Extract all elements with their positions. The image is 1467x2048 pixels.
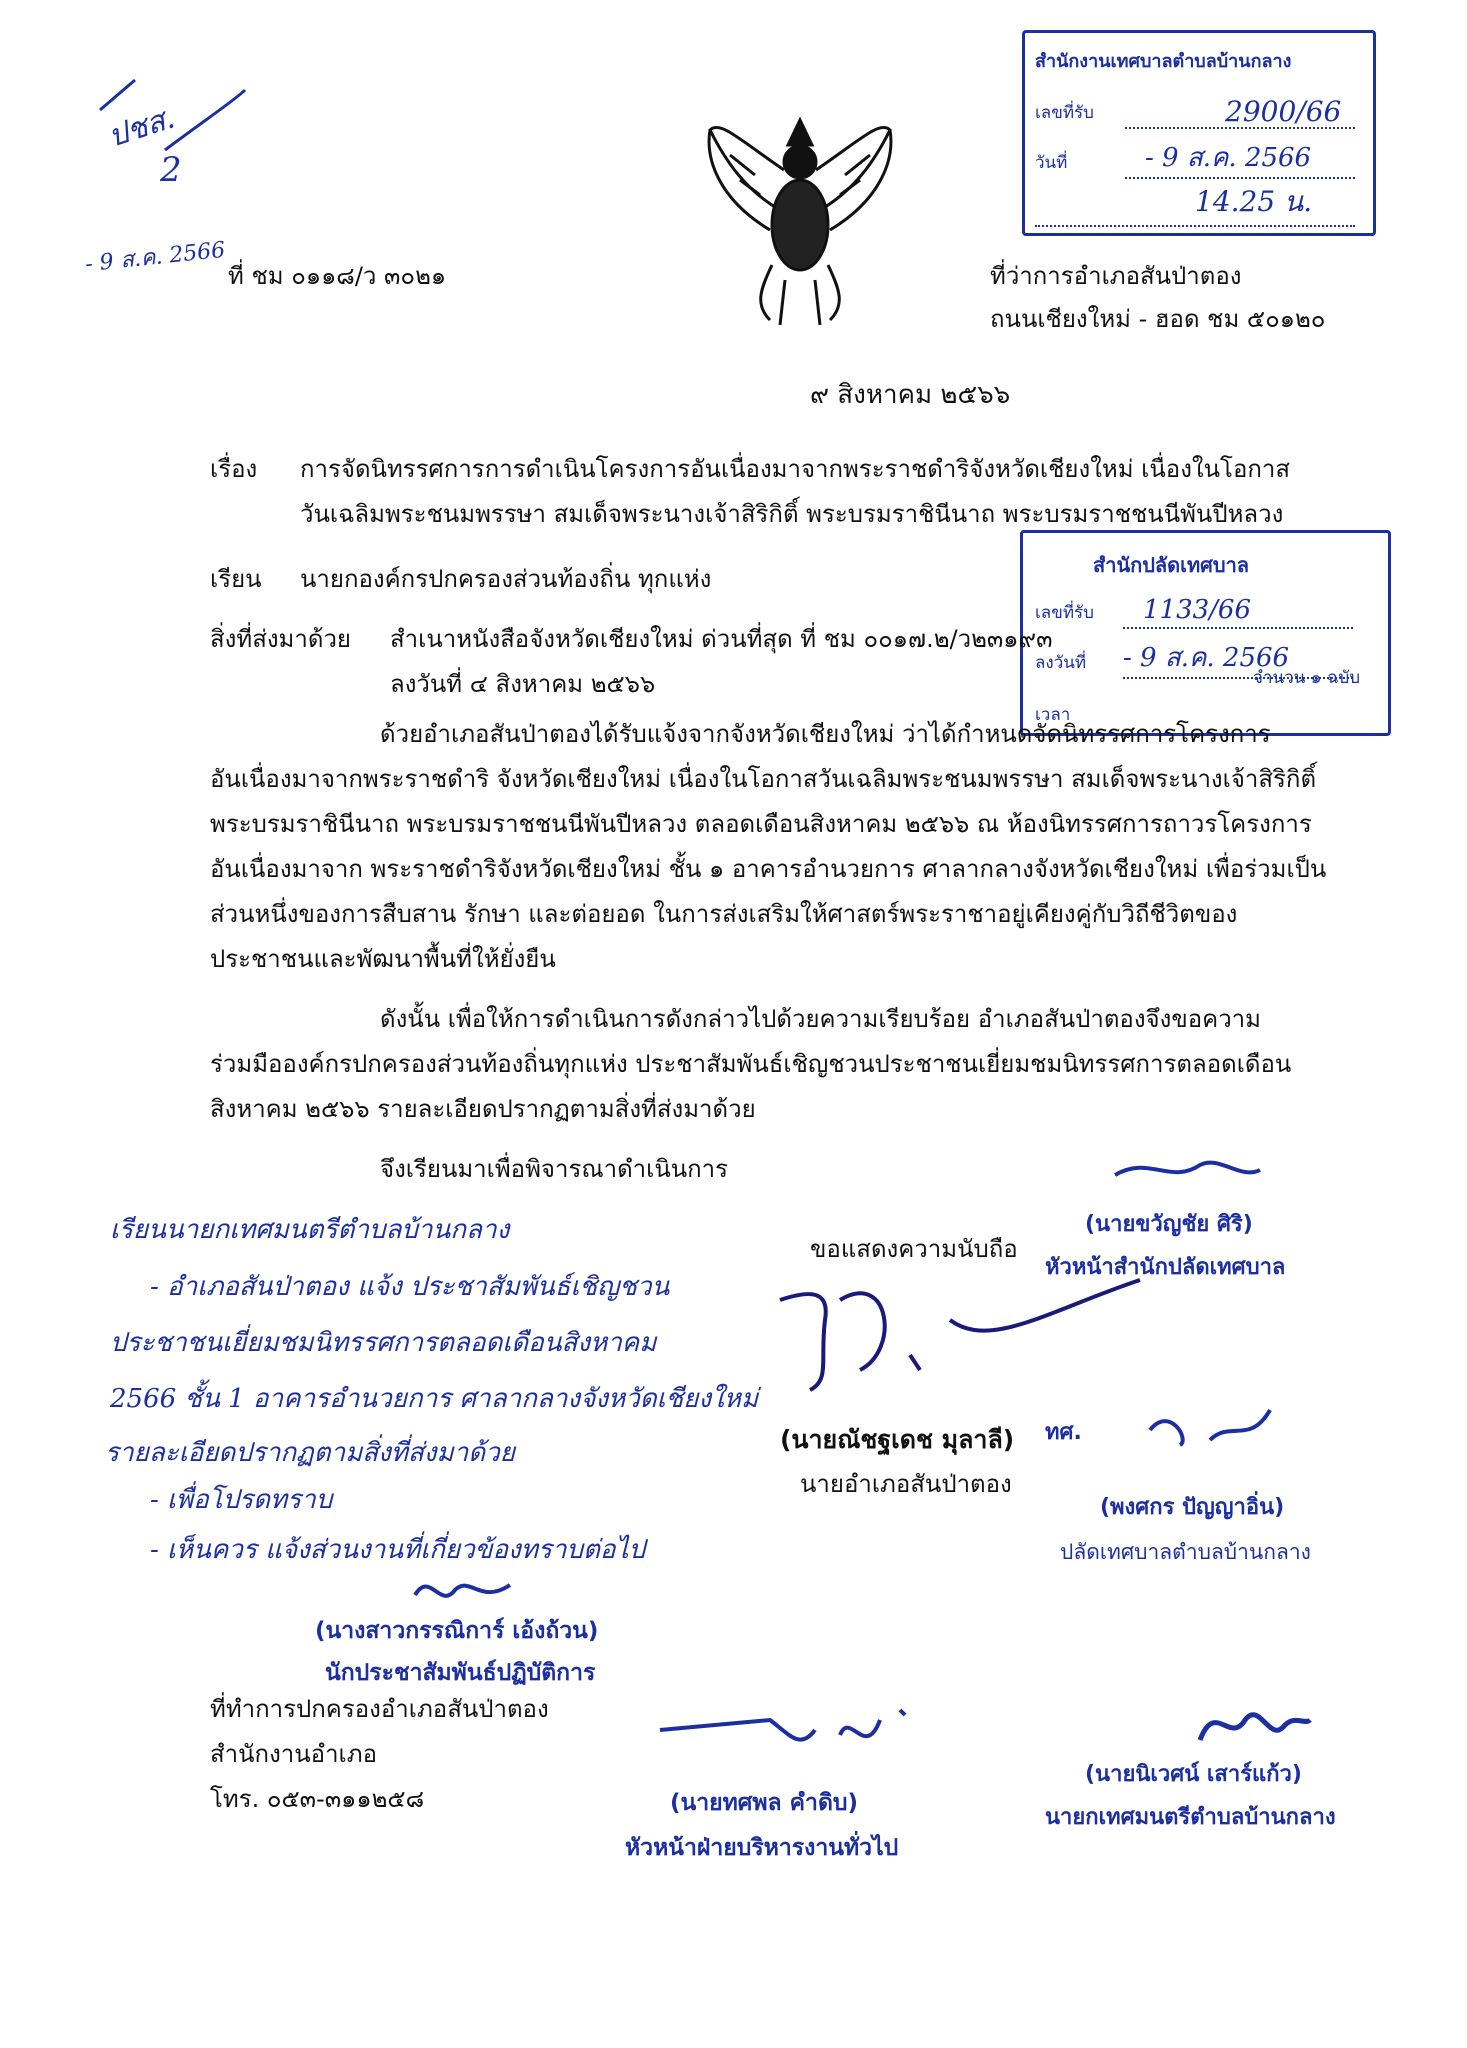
mayor-name: (นายนิเวศน์ เสาร์แก้ว) [1085,1762,1302,1787]
enclosure-line1: สำเนาหนังสือจังหวัดเชียงใหม่ ด่วนที่สุด ที่ ชม ๐๐๑๗.๒/ว๒๓๑๙๓ [390,625,1053,653]
footer-line3: โทร. ๐๕๓-๓๑๑๒๕๘ [210,1785,425,1813]
signature-mayor [1195,1695,1315,1759]
subject-label: เรื่อง [210,455,258,483]
stamp-time-value: 14.25 น. [1195,185,1313,218]
signature-district-chief [770,1260,1150,1414]
garuda-emblem [700,100,900,330]
stamp2-time-label: เวลา [1035,705,1071,725]
stamp2-no-value: 1133/66 [1143,595,1252,625]
handwritten-note-line: รายละเอียดปรากฏตามสิ่งที่ส่งมาด้วย [105,1438,515,1468]
stamp-no-value: 2900/66 [1225,95,1342,128]
to-label: เรียน [210,565,262,593]
stamp-date-value: - 9 ส.ค. 2566 [1145,143,1312,173]
enclosure-line2: ลงวันที่ ๔ สิงหาคม ๒๕๖๖ [390,670,656,698]
receipt-stamp-municipality [1022,30,1376,236]
body-para2-line: สิงหาคม ๒๕๖๖ รายละเอียดปรากฏตามสิ่งที่ส่งมาด้วย [210,1095,756,1123]
pr-officer-title: นักประชาสัมพันธ์ปฏิบัติการ [325,1660,596,1686]
stamp2-org: สำนักปลัดเทศบาล [1093,553,1250,577]
deputy-clerk-prefix: ทศ. [1045,1420,1082,1445]
handwritten-stroke [95,60,255,174]
to-value: นายกองค์กรปกครองส่วนท้องถิ่น ทุกแห่ง [300,565,712,593]
body-para1-line: ส่วนหนึ่งของการสืบสาน รักษา และต่อยอด ในการส่งเสริมให้ศาสตร์พระราชาอยู่เคียงคู่กับวิถีชีวิตของ [210,900,1238,928]
signatory-main-name: (นายณัชฐเดช มุลาลี) [780,1425,1015,1454]
handwritten-note-line: เรียนนายกเทศมนตรีตำบลบ้านกลาง [110,1215,510,1245]
head-clerk-title: หัวหน้าสำนักปลัดเทศบาล [1045,1255,1286,1280]
handwritten-date: - 9 ส.ค. 2566 [84,237,227,278]
handwritten-note-line: ประชาชนเยี่ยมชมนิทรรศการตลอดเดือนสิงหาคม [110,1328,657,1358]
subject-line1: การจัดนิทรรศการการดำเนินโครงการอันเนื่องมาจากพระราชดำริจังหวัดเชียงใหม่ เนื่องในโอกาส [300,455,1291,483]
footer-line2: สำนักงานอำเภอ [210,1740,377,1768]
stamp2-date-label: ลงวันที่ [1035,653,1087,673]
body-para1-line: พระบรมราชินีนาถ พระบรมราชชนนีพันปีหลวง ตลอดเดือนสิงหาคม ๒๕๖๖ ณ ห้องนิทรรศการถาวรโครงการ [210,810,1312,838]
handwritten-note-line: - เห็นควร แจ้งส่วนงานที่เกี่ยวข้องทราบต่อไป [150,1535,646,1565]
stamp2-date-value: - 9 ส.ค. 2566 [1123,643,1290,673]
handwritten-note-line: 2566 ชั้น 1 อาคารอำนวยการ ศาลากลางจังหวัดเชียงใหม่ [110,1384,759,1414]
deputy-clerk-name: (พงศกร ปัญญาอิ่น) [1100,1495,1285,1520]
handwritten-note-line: - อำเภอสันป่าตอง แจ้ง ประชาสัมพันธ์เชิญชวน [150,1272,670,1302]
office-address-line1: ที่ว่าการอำเภอสันป่าตอง [990,262,1242,290]
deputy-clerk-title: ปลัดเทศบาลตำบลบ้านกลาง [1060,1540,1311,1564]
body-para1-line: อันเนื่องมาจาก พระราชดำริจังหวัดเชียงใหม่ ชั้น ๑ อาคารอำนวยการ ศาลากลางจังหวัดเชียงใหม่ เพื่อร่วมเป็น [210,855,1327,883]
stamp-date-label: วันที่ [1035,153,1068,173]
enclosure-label: สิ่งที่ส่งมาด้วย [210,625,351,653]
office-address-line2: ถนนเชียงใหม่ - ฮอด ชม ๕๐๑๒๐ [990,305,1326,333]
body-para3: จึงเรียนมาเพื่อพิจารณาดำเนินการ [380,1155,729,1183]
body-para2-line: ร่วมมือองค์กรปกครองส่วนท้องถิ่นทุกแห่ง ประชาสัมพันธ์เชิญชวนประชาชนเยี่ยมชมนิทรรศการตลอดเดือน [210,1050,1292,1078]
body-para1-line: ประชาชนและพัฒนาพื้นที่ให้ยั่งยืน [210,945,556,973]
pr-officer-name: (นางสาวกรรณิการ์ เอ้งถ้วน) [315,1618,599,1644]
body-para1-line: ด้วยอำเภอสันป่าตองได้รับแจ้งจากจังหวัดเชียงใหม่ ว่าได้กำหนดจัดนิทรรศการโครงการ [380,720,1271,748]
stamp-org: สำนักงานเทศบาลตำบลบ้านกลาง [1035,51,1292,72]
signature-pr-officer [410,1565,520,1619]
admin-head-title: หัวหน้าฝ่ายบริหารงานทั่วไป [625,1835,899,1861]
signature-deputy-clerk [1140,1400,1280,1464]
signatory-main-title: นายอำเภอสันป่าตอง [800,1470,1012,1498]
mayor-title: นายกเทศมนตรีตำบลบ้านกลาง [1045,1805,1336,1830]
body-para2-line: ดังนั้น เพื่อให้การดำเนินการดังกล่าวไปด้วยความเรียบร้อย อำเภอสันป่าตองจึงขอความ [380,1005,1261,1033]
handwritten-note-line: - เพื่อโปรดทราบ [150,1485,333,1515]
stamp-no-label: เลขที่รับ [1035,103,1094,123]
signature-head-clerk [1110,1145,1270,1209]
reference-number: ที่ ชม ๐๑๑๘/ว ๓๐๒๑ [228,262,447,290]
admin-head-name: (นายทศพล คำดิบ) [670,1790,858,1816]
handwritten-number: 2 [160,150,182,190]
head-clerk-name: (นายขวัญชัย ศิริ) [1085,1212,1253,1237]
stamp2-no-label: เลขที่รับ [1035,603,1094,623]
stamp2-count: จำนวน ๑ ฉบับ [1253,668,1361,688]
signature-admin-head [650,1690,920,1784]
closing: ขอแสดงความนับถือ [810,1235,1018,1263]
footer-line1: ที่ทำการปกครองอำเภอสันป่าตอง [210,1695,549,1723]
handwritten-mark: ปชส. [104,100,179,155]
document-date: ๙ สิงหาคม ๒๕๖๖ [810,380,1011,410]
subject-line2: วันเฉลิมพระชนมพรรษา สมเด็จพระนางเจ้าสิริกิติ์ พระบรมราชินีนาถ พระบรมราชชนนีพันปีหลวง [300,500,1284,528]
receipt-stamp-clerk-office [1020,530,1391,736]
body-para1-line: อันเนื่องมาจากพระราชดำริ จังหวัดเชียงใหม่ เนื่องในโอกาสวันเฉลิมพระชนมพรรษา สมเด็จพระนางเจ้าสิริกิติ์ [210,765,1317,793]
